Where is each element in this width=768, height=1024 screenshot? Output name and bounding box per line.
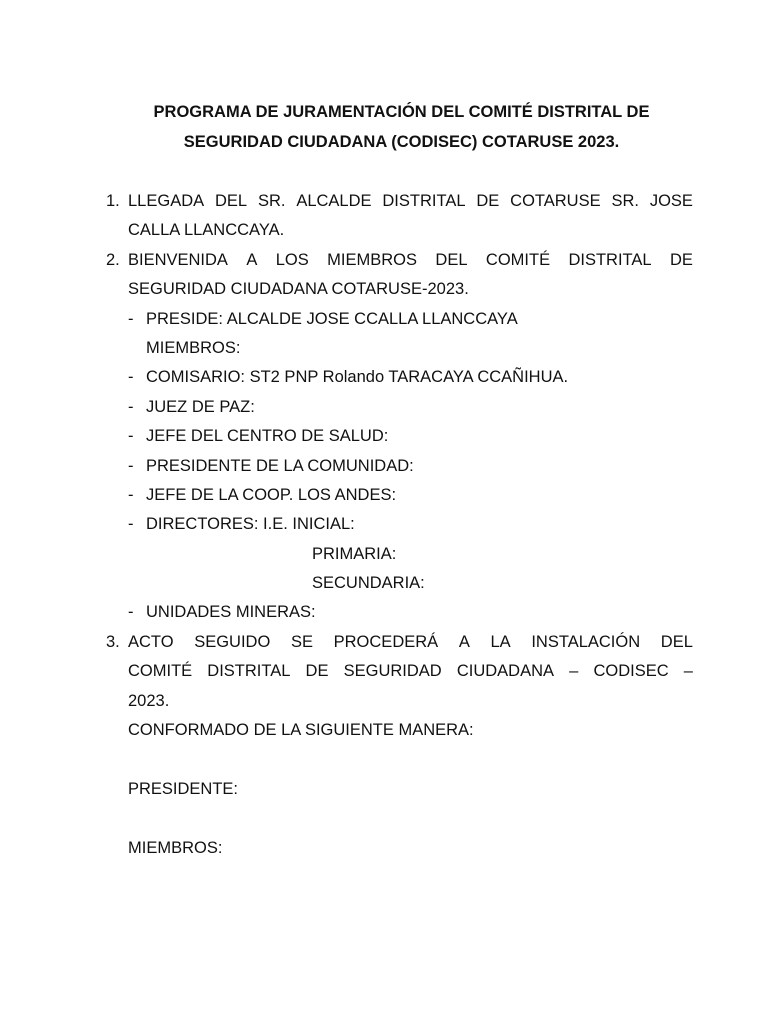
word: CODISEC: [593, 662, 669, 680]
closing-presidente: PRESIDENTE:: [128, 780, 239, 798]
word: CIUDADANA: [456, 662, 555, 680]
word: SEGUIDO: [194, 633, 271, 651]
list-dash: -: [128, 368, 134, 386]
member-juez: JUEZ DE PAZ:: [146, 398, 255, 416]
member-comisario: COMISARIO: ST2 PNP Rolando TARACAYA CCAÑIHUA.: [146, 368, 569, 386]
member-unidades-mineras: UNIDADES MINERAS:: [146, 603, 316, 621]
word: SEGURIDAD: [343, 662, 442, 680]
item-number-1: 1.: [106, 192, 120, 210]
document-title-line-2: SEGURIDAD CIUDADANA (CODISEC) COTARUSE 2023.: [183, 133, 620, 151]
word: DISTRITAL: [207, 662, 291, 680]
item-3-line-2: [128, 657, 693, 686]
word: –: [569, 662, 579, 680]
word: DISTRITAL: [382, 192, 466, 210]
item-3-line-2-words: [128, 657, 693, 686]
item-2-line-1: [128, 246, 693, 275]
word: A: [246, 251, 258, 269]
member-primaria: PRIMARIA:: [312, 545, 397, 563]
word: COTARUSE: [510, 192, 601, 210]
word: SR.: [611, 192, 639, 210]
member-directores: DIRECTORES: I.E. INICIAL:: [146, 515, 355, 533]
word: LOS: [275, 251, 309, 269]
word: SE: [290, 633, 313, 651]
word: DE: [305, 662, 329, 680]
word: DEL: [214, 192, 248, 210]
member-miembros-label: MIEMBROS:: [146, 339, 241, 357]
word: JOSE: [649, 192, 693, 210]
closing-miembros: MIEMBROS:: [128, 839, 223, 857]
list-dash: -: [128, 310, 134, 328]
member-secundaria: SECUNDARIA:: [312, 574, 425, 592]
item-3-line-1-words: [128, 628, 693, 657]
word: ALCALDE: [296, 192, 372, 210]
word: DEL: [660, 633, 693, 651]
list-dash: -: [128, 515, 134, 533]
word: –: [683, 662, 693, 680]
word: LLEGADA: [128, 192, 205, 210]
member-presidente-comunidad: PRESIDENTE DE LA COMUNIDAD:: [146, 457, 414, 475]
document-title-line-1: PROGRAMA DE JURAMENTACIÓN DEL COMITÉ DISTRITAL DE: [153, 103, 650, 121]
word: SR.: [257, 192, 286, 210]
word: PROCEDERÁ: [333, 633, 439, 651]
word: DE: [476, 192, 500, 210]
word: COMITÉ: [485, 251, 551, 269]
word: INSTALACIÓN: [531, 633, 641, 651]
list-dash: -: [128, 603, 134, 621]
item-3-line-3: 2023.: [128, 692, 170, 710]
item-number-3: 3.: [106, 633, 120, 651]
member-preside: PRESIDE: ALCALDE JOSE CCALLA LLANCCAYA: [146, 310, 518, 328]
item-1-line-1-words: [128, 187, 693, 216]
word: COMITÉ: [128, 662, 193, 680]
word: MIEMBROS: [327, 251, 418, 269]
item-2-line-2: SEGURIDAD CIUDADANA COTARUSE-2023.: [128, 280, 469, 298]
list-dash: -: [128, 427, 134, 445]
item-number-2: 2.: [106, 251, 120, 269]
list-dash: -: [128, 486, 134, 504]
item-1-line-1: [128, 187, 693, 216]
word: DEL: [435, 251, 468, 269]
list-dash: -: [128, 457, 134, 475]
list-dash: -: [128, 398, 134, 416]
item-3-line-4: CONFORMADO DE LA SIGUIENTE MANERA:: [128, 721, 474, 739]
item-3-line-1: [128, 628, 693, 657]
word: BIENVENIDA: [128, 251, 228, 269]
word: A: [458, 633, 470, 651]
word: DISTRITAL: [568, 251, 652, 269]
member-jefe-coop: JEFE DE LA COOP. LOS ANDES:: [146, 486, 397, 504]
item-2-line-1-words: [128, 246, 693, 275]
item-1-line-2: CALLA LLANCCAYA.: [128, 221, 285, 239]
word: DE: [669, 251, 693, 269]
word: ACTO: [128, 633, 174, 651]
word: LA: [490, 633, 511, 651]
member-jefe-salud: JEFE DEL CENTRO DE SALUD:: [146, 427, 389, 445]
